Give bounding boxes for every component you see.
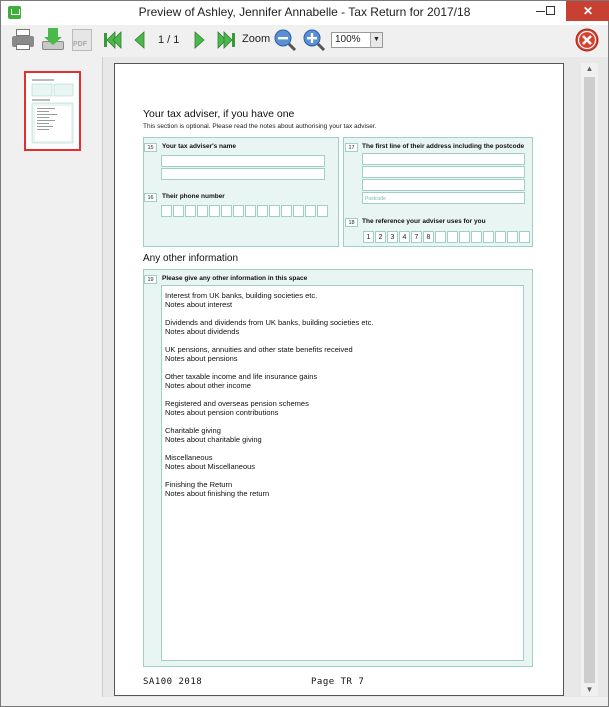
chevron-down-icon[interactable]: ▼ — [370, 33, 382, 47]
printer-icon[interactable] — [12, 28, 34, 52]
reference-digit-box[interactable] — [495, 231, 506, 243]
pdf-icon-label: PDF — [73, 41, 87, 48]
note-line: Notes about pension contributions — [165, 408, 279, 417]
minimize-icon[interactable] — [536, 11, 545, 12]
adviser-name-field-1[interactable] — [161, 155, 325, 167]
last-page-icon[interactable] — [216, 28, 238, 52]
reference-digit-box[interactable]: 1 — [363, 231, 374, 243]
reference-digit-box[interactable]: 2 — [375, 231, 386, 243]
reference-digit-box[interactable] — [459, 231, 470, 243]
note-line: Notes about interest — [165, 300, 233, 309]
phone-digit-box[interactable] — [173, 205, 184, 217]
maximize-icon[interactable] — [546, 6, 555, 15]
question-label-19: Please give any other information in this space — [162, 275, 308, 282]
phone-digit-box[interactable] — [281, 205, 292, 217]
reference-digit-box[interactable] — [471, 231, 482, 243]
footer-page-number: Page TR 7 — [311, 677, 365, 687]
note-line: UK pensions, annuities and other state benefits received — [165, 345, 353, 354]
note-line: Notes about charitable giving — [165, 435, 262, 444]
note-line: Dividends and dividends from UK banks, building societies etc. — [165, 318, 374, 327]
exit-icon[interactable] — [575, 28, 599, 52]
next-page-icon[interactable] — [188, 28, 210, 52]
section-heading-other-info: Any other information — [143, 253, 239, 264]
reference-digit-box[interactable]: 8 — [423, 231, 434, 243]
page-indicator: 1 / 1 — [158, 34, 180, 46]
note-line: Miscellaneous — [165, 453, 213, 462]
title-bar — [1, 1, 608, 25]
question-label-16: Their phone number — [162, 193, 225, 200]
note-line: Finishing the Return — [165, 480, 233, 489]
note-line: Interest from UK banks, building societies etc. — [165, 291, 318, 300]
note-line: Notes about Miscellaneous — [165, 462, 256, 471]
note-line: Notes about pensions — [165, 354, 238, 363]
question-number-19: 19 — [144, 275, 157, 284]
phone-digit-box[interactable] — [293, 205, 304, 217]
note-line: Registered and overseas pension schemes — [165, 399, 309, 408]
window-close-button[interactable]: ✕ — [566, 1, 609, 21]
note-line: Notes about dividends — [165, 327, 240, 336]
phone-digit-box[interactable] — [317, 205, 328, 217]
note-line: Other taxable income and life insurance gains — [165, 372, 318, 381]
address-field-1[interactable] — [362, 153, 525, 165]
phone-digit-box[interactable] — [221, 205, 232, 217]
phone-digit-box[interactable] — [305, 205, 316, 217]
phone-digit-box[interactable] — [209, 205, 220, 217]
question-label-15: Your tax adviser's name — [162, 143, 237, 150]
reference-digit-box[interactable] — [519, 231, 530, 243]
question-label-18: The reference your adviser uses for you — [362, 218, 486, 225]
phone-digit-box[interactable] — [197, 205, 208, 217]
postcode-placeholder: Postcode — [365, 196, 386, 202]
reference-digit-box[interactable] — [507, 231, 518, 243]
question-number-15: 15 — [144, 143, 157, 152]
postcode-field[interactable] — [362, 192, 525, 204]
phone-digit-box[interactable] — [161, 205, 172, 217]
address-field-3[interactable] — [362, 179, 525, 191]
adviser-name-field-2[interactable] — [161, 168, 325, 180]
thumbnail-pane — [2, 57, 102, 697]
zoom-value: 100% — [335, 34, 361, 45]
save-icon[interactable] — [41, 28, 65, 52]
section-subheading: This section is optional. Please read the notes about authorising your tax adviser. — [143, 123, 377, 130]
zoom-select[interactable] — [331, 32, 383, 48]
scroll-down-icon[interactable]: ▼ — [585, 685, 594, 694]
note-line: Charitable giving — [165, 426, 221, 435]
note-line: Notes about other income — [165, 381, 251, 390]
phone-digit-box[interactable] — [245, 205, 256, 217]
reference-digit-box[interactable] — [435, 231, 446, 243]
reference-digit-box[interactable]: 3 — [387, 231, 398, 243]
vertical-scrollbar[interactable] — [581, 63, 598, 696]
phone-digit-box[interactable] — [269, 205, 280, 217]
reference-digit-box[interactable] — [447, 231, 458, 243]
first-page-icon[interactable] — [101, 28, 123, 52]
footer-form-id: SA100 2018 — [143, 677, 203, 687]
adviser-details-panel — [143, 137, 339, 247]
scroll-up-icon[interactable]: ▲ — [585, 64, 594, 73]
question-number-18: 18 — [345, 218, 358, 227]
section-heading-tax-adviser: Your tax adviser, if you have one — [143, 108, 295, 120]
zoom-in-icon[interactable] — [302, 28, 326, 52]
toolbar — [1, 25, 608, 55]
zoom-label: Zoom — [242, 33, 271, 45]
question-number-16: 16 — [144, 193, 157, 202]
phone-digit-box[interactable] — [257, 205, 268, 217]
address-field-2[interactable] — [362, 166, 525, 178]
question-number-17: 17 — [345, 143, 358, 152]
window-title: Preview of Ashley, Jennifer Annabelle - Tax Return for 2017/18 — [138, 5, 471, 19]
scroll-thumb[interactable] — [584, 77, 595, 683]
reference-digit-box[interactable]: 7 — [411, 231, 422, 243]
pdf-icon[interactable] — [71, 28, 93, 52]
phone-digit-box[interactable] — [185, 205, 196, 217]
question-label-17: The first line of their address including the postcode — [362, 143, 525, 150]
note-line: Notes about finishing the return — [165, 489, 270, 498]
zoom-out-icon[interactable] — [273, 28, 297, 52]
phone-digit-box[interactable] — [233, 205, 244, 217]
previous-page-icon[interactable] — [129, 28, 151, 52]
reference-digit-box[interactable] — [483, 231, 494, 243]
other-info-textarea[interactable] — [161, 285, 524, 661]
reference-digit-box[interactable]: 4 — [399, 231, 410, 243]
page-thumbnail[interactable] — [24, 71, 81, 151]
